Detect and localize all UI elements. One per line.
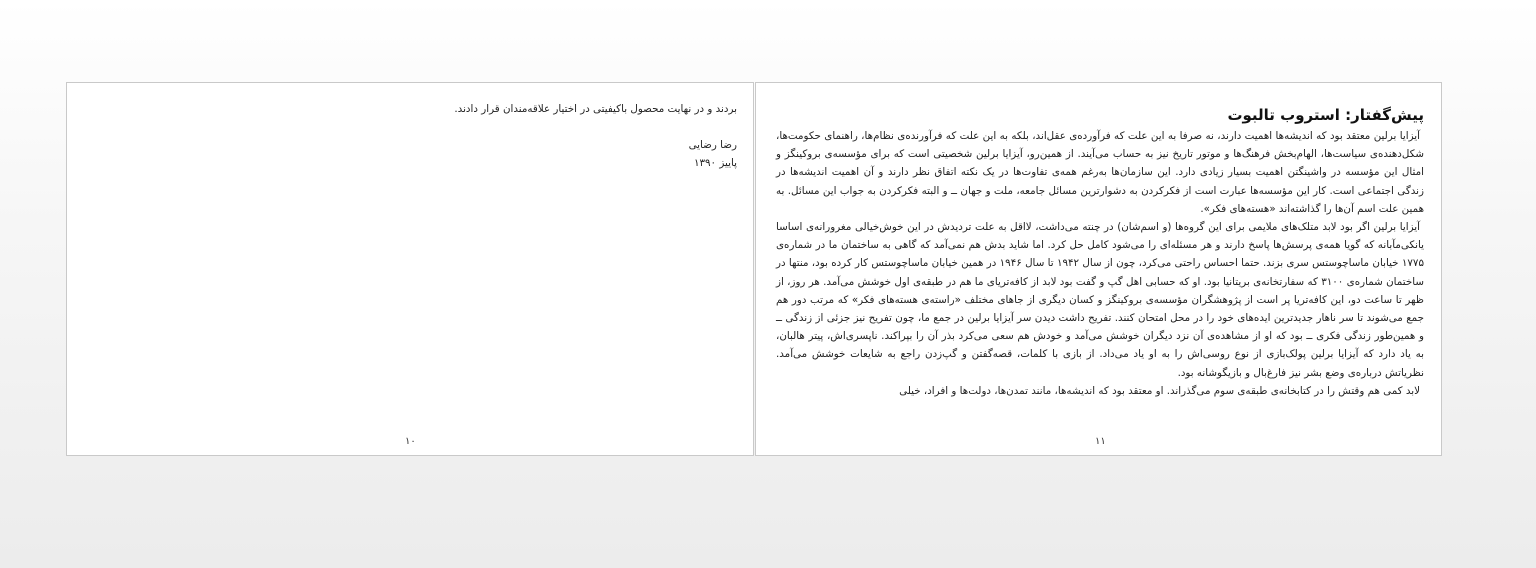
paragraph: لابد کمی هم وقتش را در کتابخانه‌ی طبقه‌ی سوم می‌گذراند. او معتقد بود که اندیشه‌ها، مانند تمدن‌ها، دولت‌ها و افراد، خیلی <box>899 384 1420 397</box>
left-page <box>66 82 754 456</box>
right-page <box>755 82 1442 456</box>
page-heading: پیش‌گفتار: استروب تالبوت <box>1227 106 1424 124</box>
continuation-text: بردند و در نهایت محصول باکیفیتی در اختیار علاقه‌مندان قرار دادند. <box>454 103 737 115</box>
paragraph: آیزایا برلین اگر بود لابد متلک‌های ملایمی برای این گروه‌ها (و اسم‌شان) در چنته می‌داشت، لااقل به علت تردیدش در این خوش‌خیالی مغرورانه‌ی اساسا یانکی‌مآبانه که گویا همه‌ی پرسش‌ها پاسخ دارند و هر مسئله‌ای را می‌شود کامل حل کرد. اما شاید بدش هم نمی‌آمد که گاهی به ساختمان ما در شماره‌ی ۱۷۷۵ خیابان ماساچوستس سری بزند. حتما احساس راحتی می‌کرد، چون از سال ۱۹۴۲ تا سال ۱۹۴۶ در همین خیابان ماساچوستس کار کرده بود، منتها در ساختمان شماره‌ی ۳۱۰۰ که سفارتخانه‌ی بریتانیا بود. او که حسابی اهل گپ و گفت بود لابد از کافه‌تریای ما هم در طبقه‌ی اول خوشش می‌آمد. هر روز، از ظهر تا ساعت دو، این کافه‌تریا پر است از پژوهشگران مؤسسه‌ی بروکینگز و کسان دیگری از جاهای مختلف «راسته‌ی هسته‌های فکر» که مرتب دور هم جمع می‌شوند تا سر ناهار جدیدترین ایده‌های خود را در محل امتحان کنند. تفریح داشت دیدن سر آیزایا برلین در جمع ما، چون تفریح نیز جزئی از زندگی ــ و همین‌طور زندگی فکری ــ بود که او از مشاهده‌ی آن نزد دیگران خوشش می‌آمد و خودش هم سعی می‌کرد بذر آن را بپراکند. ناپسری‌اش، پیتر هالبان، به یاد دارد که آیزایا برلین پولک‌بازی از نوع روسی‌اش را به او یاد می‌داد. از بازی با کلمات، قصه‌گفتن و گپ‌زدن راجع به شایعات خوشش می‌آمد. نظریاتش درباره‌ی وضع بشر نیز فارغ‌بال و بازیگوشانه بود. <box>776 221 1424 379</box>
signature-name: رضا رضایی <box>688 139 737 151</box>
signature-date: پاییز ۱۳۹۰ <box>693 157 737 169</box>
left-page-content <box>85 100 737 172</box>
page-number: ۱۱ <box>1095 436 1106 447</box>
paragraph: آیزایا برلین معتقد بود که اندیشه‌ها اهمیت دارند، نه صرفا به این علت که فرآورده‌ی عقل‌اند، بلکه به این علت که فرآورنده‌ی نظام‌ها، راهنمای حکومت‌ها، شکل‌دهنده‌ی سیاست‌ها، الهام‌بخش فرهنگ‌ها و موتور تاریخ نیز به حساب می‌آیند. از همین‌رو، آیزایا برلین شخصیتی است که برای مؤسسه‌ی بروکینگز و امثال این مؤسسه در واشینگتن اهمیت بسیار زیادی دارد. این سازمان‌ها به‌رغم همه‌ی تفاوت‌ها در یک نکته اتفاق نظر دارند و آن اهمیت اندیشه‌ها در زندگی اجتماعی است. کار این مؤسسه‌ها عبارت است از فکرکردن به دشوارترین مسائل جامعه، ملت و جهان ــ و البته فکرکردن به جواب این مسائل. به همین علت اسم آن‌ها را گذاشته‌اند «هسته‌های فکر». <box>776 130 1424 215</box>
page-number: ۱۰ <box>405 436 416 447</box>
book-spread <box>66 82 1442 457</box>
right-page-content <box>776 105 1424 400</box>
